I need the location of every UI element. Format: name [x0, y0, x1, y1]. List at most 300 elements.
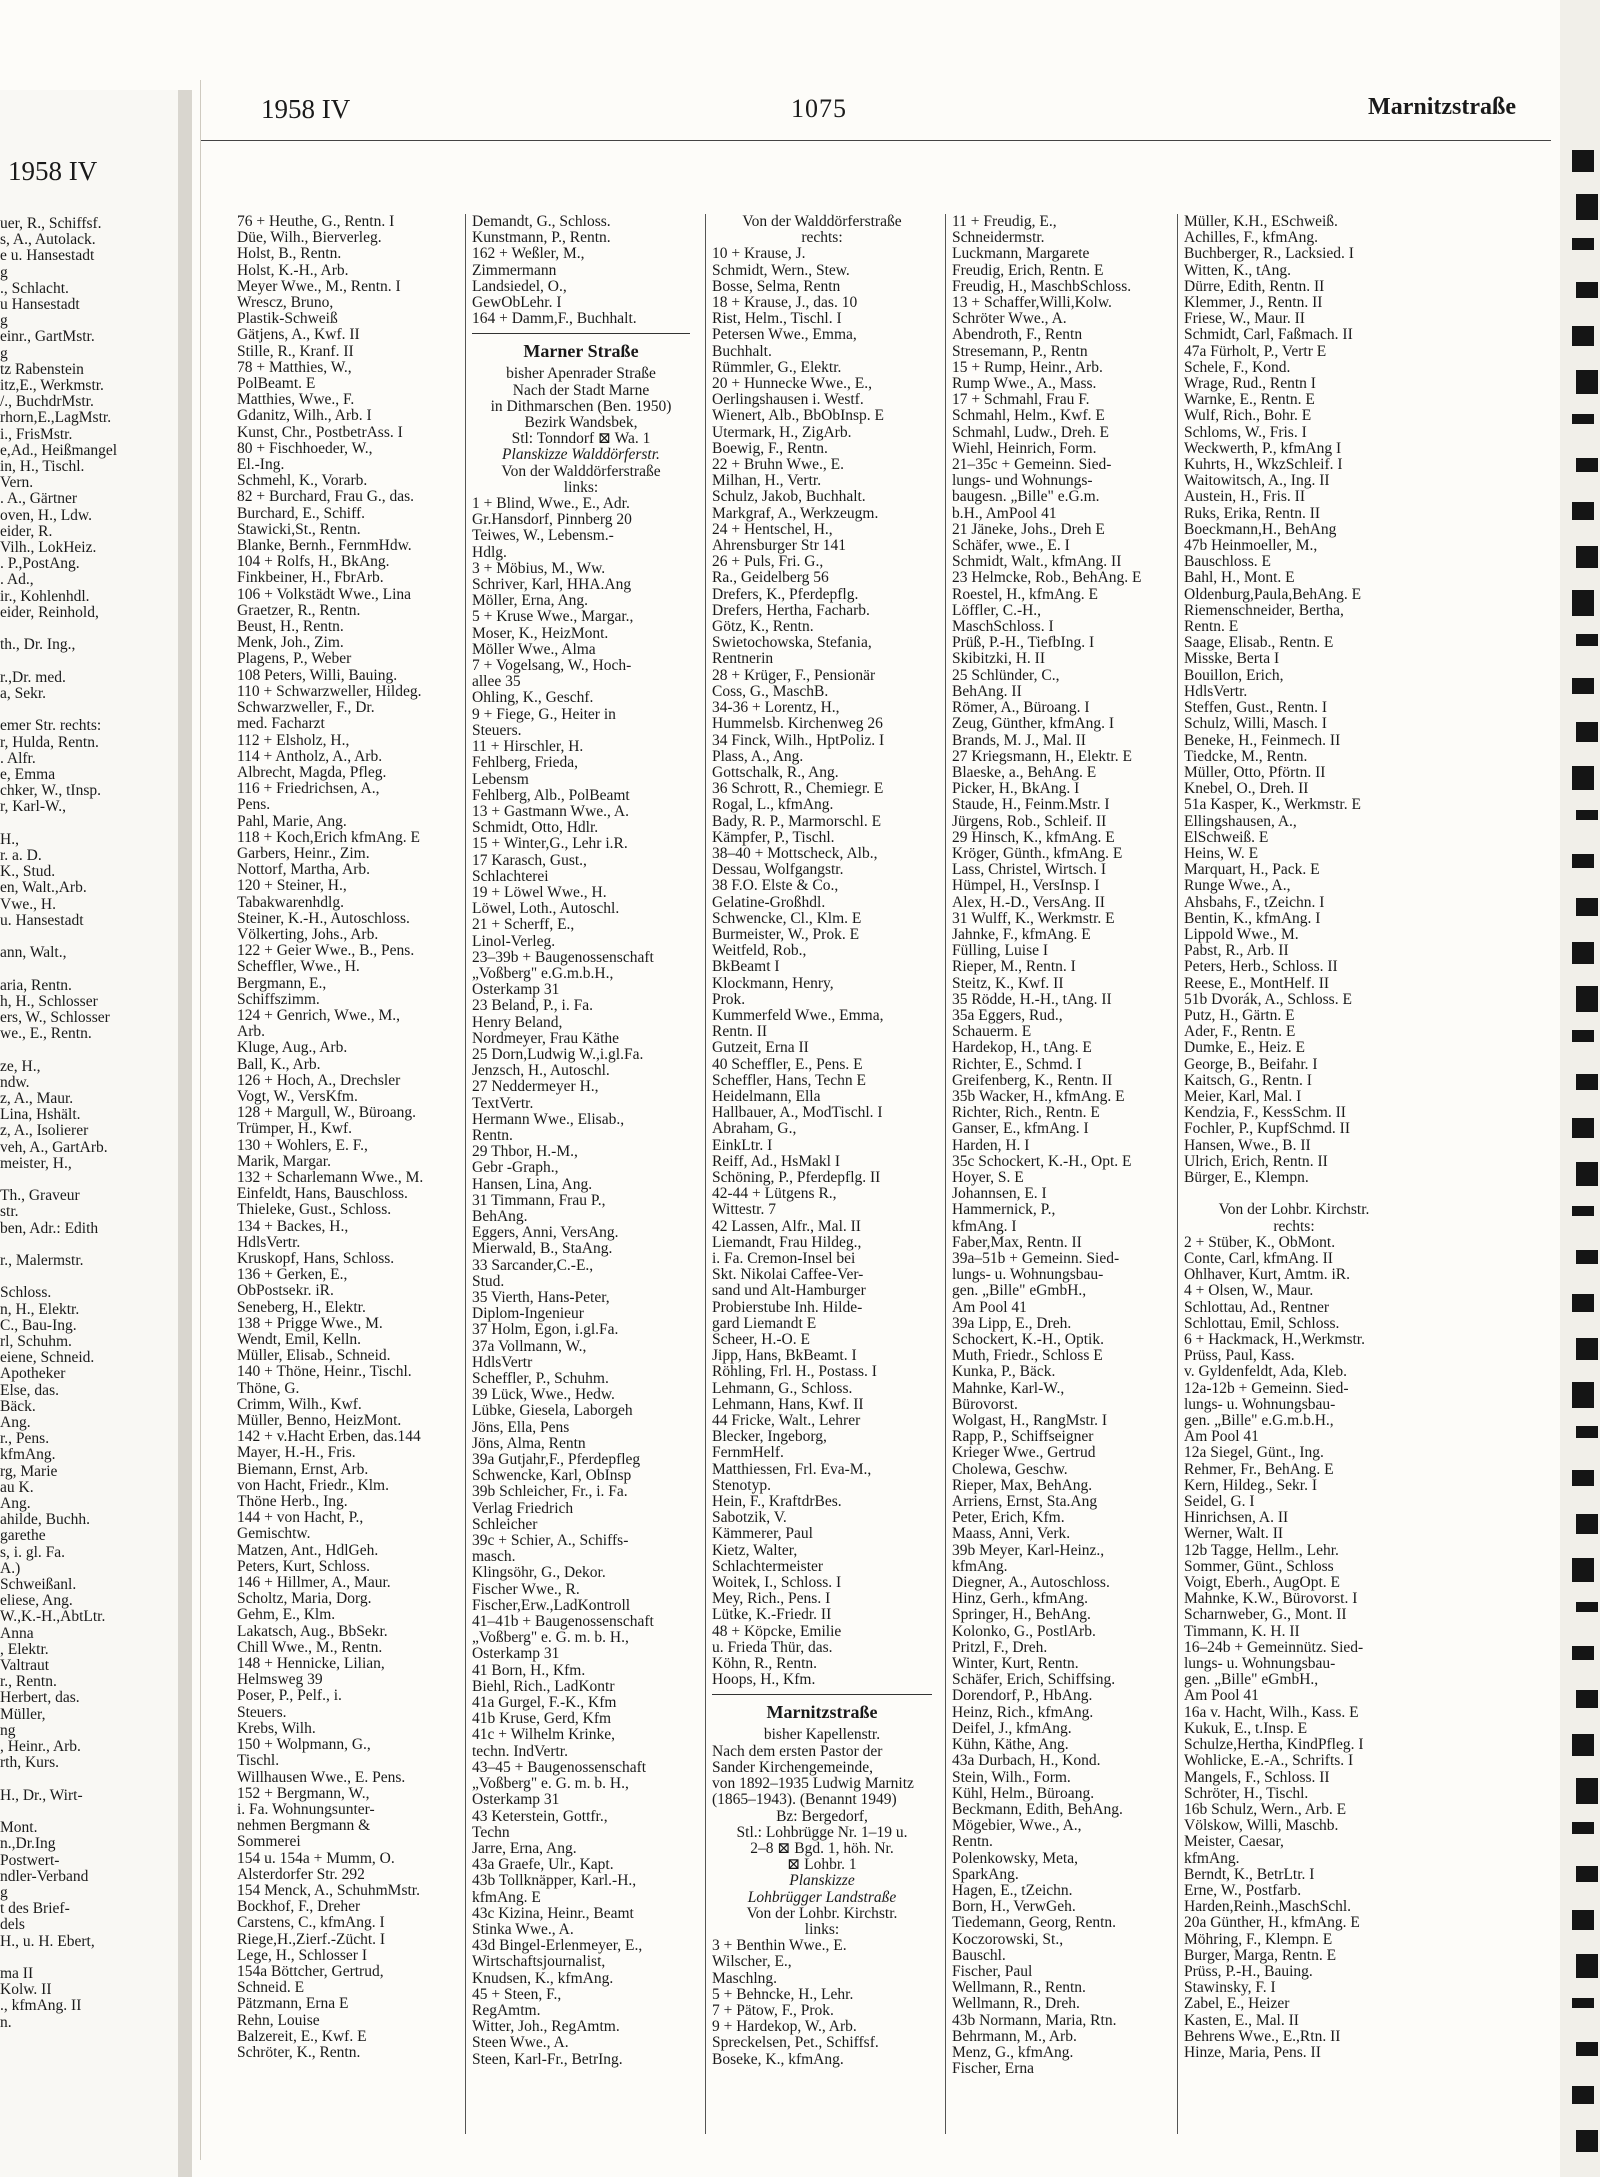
column-2	[465, 214, 690, 2134]
directory-entry: Krieger Wwe., Gertrud	[952, 1444, 1096, 1462]
directory-entry: Rentnerin	[712, 650, 774, 668]
directory-entry: Bürger, E., Klempn.	[1184, 1168, 1309, 1186]
directory-entry: Blaeske, a., BehAng. E	[952, 763, 1097, 781]
directory-entry: 41a Gurgel, F.-K., Kfm	[472, 1694, 617, 1712]
directory-entry: Wulf, Rich., Bohr. E	[1184, 407, 1312, 425]
directory-entry: 78 + Matthies, W.,	[237, 358, 352, 376]
directory-entry: Skibitzki, H. II	[952, 650, 1045, 668]
directory-entry: Alex, H.-D., VersAng. II	[952, 893, 1105, 911]
scan-mark	[1576, 1866, 1598, 1882]
directory-entry: Fülling, Luise I	[952, 942, 1049, 960]
directory-entry: Faber,Max, Rentn. II	[952, 1233, 1082, 1251]
directory-entry: 130 + Wohlers, E. F.,	[237, 1136, 368, 1154]
directory-entry: 19 + Löwel Wwe., H.	[472, 883, 607, 901]
directory-entry: Mierwald, B., StaAng.	[472, 1240, 613, 1258]
street-note: Von der Walddörferstraße	[742, 214, 902, 230]
directory-entry: g	[0, 263, 8, 281]
directory-entry: Hein, F., KraftdrBes.	[712, 1493, 842, 1511]
directory-entry: Else, das.	[0, 1381, 59, 1399]
directory-entry: 39 Lück, Wwe., Hedw.	[472, 1386, 615, 1404]
directory-entry: Tabakwarenhdlg.	[237, 893, 344, 911]
directory-entry: r., Pens.	[0, 1430, 50, 1448]
directory-entry: HdlsVertr	[472, 1353, 533, 1371]
directory-entry: Milhan, H., Vertr.	[712, 472, 822, 490]
directory-entry: Alsterdorfer Str. 292	[237, 1865, 365, 1883]
directory-entry: 35a Eggers, Rud.,	[952, 1006, 1063, 1024]
directory-entry: 35 Rödde, H.-H., tAng. II	[952, 990, 1112, 1008]
directory-entry: 23 Helmcke, Rob., BehAng. E	[952, 569, 1142, 587]
directory-entry: Timmann, K. H. II	[1184, 1622, 1300, 1640]
street-note: Planskizze Walddörferstr.	[502, 446, 660, 464]
directory-entry: Rehmer, Fr., BehAng. E	[1184, 1460, 1334, 1478]
directory-entry: Harden, H. I	[952, 1136, 1030, 1154]
directory-entry: Drefers, K., Pferdepflg.	[712, 585, 859, 603]
left-page-column	[0, 216, 175, 2136]
street-note: rechts:	[1273, 1217, 1315, 1235]
scan-mark	[1576, 898, 1598, 916]
directory-entry: Kühn, Käthe, Ang.	[952, 1736, 1069, 1754]
directory-entry: Steen, Karl-Fr., BetrIng.	[472, 2050, 623, 2068]
directory-entry: 11 + Freudig, E.,	[952, 214, 1057, 230]
directory-entry: 128 + Margull, W., Büroang.	[237, 1104, 416, 1122]
directory-entry: W.,K.-H.,AbtLtr.	[0, 1608, 106, 1626]
directory-entry: Matthiessen, Frl. Eva-M.,	[712, 1460, 872, 1478]
directory-entry: Rehn, Louise	[237, 2011, 320, 2029]
street-note: in Dithmarschen (Ben. 1950)	[490, 397, 672, 415]
directory-entry: Jürgens, Rob., Schleif. II	[952, 812, 1107, 830]
directory-entry: 162 + Weßler, M.,	[472, 245, 585, 263]
directory-entry: 31 Wulff, K., Werkmstr. E	[952, 909, 1115, 927]
directory-entry: 110 + Schwarzweller, Hildeg.	[237, 682, 422, 700]
directory-entry: baugesn. „Bille" e.G.m.	[952, 488, 1100, 506]
directory-entry: Beneke, H., Feinmech. II	[1184, 731, 1341, 749]
directory-entry: Klemmer, J., Rentn. II	[1184, 294, 1323, 312]
directory-entry: Wellmann, R., Dreh.	[952, 1995, 1080, 2013]
directory-entry: u Hansestadt	[0, 296, 80, 314]
directory-entry: Cholewa, Geschw.	[952, 1460, 1068, 1478]
directory-entry	[0, 1172, 175, 1188]
left-page-header: 1958 IV	[8, 156, 98, 186]
directory-entry: Rogal, L., kfmAng.	[712, 796, 834, 814]
directory-entry: Knudsen, K., kfmAng.	[472, 1969, 614, 1987]
directory-entry: ann, Walt.,	[0, 944, 67, 962]
directory-entry: 17 Karasch, Gust.,	[472, 851, 587, 869]
directory-entry: 106 + Volkstädt Wwe., Lina	[237, 585, 412, 603]
directory-entry: Waitowitsch, A., Ing. II	[1184, 472, 1330, 490]
directory-entry: Maass, Anni, Verk.	[952, 1525, 1071, 1543]
directory-entry: Liemandt, Frau Hildeg.,	[712, 1233, 862, 1251]
directory-entry: r. a. D.	[0, 846, 42, 864]
directory-entry: Arb.	[237, 1023, 265, 1041]
street-note: links:	[804, 1920, 840, 1938]
directory-entry: von 1892–1935 Ludwig Marnitz	[712, 1775, 914, 1793]
directory-entry: Ohling, K., Geschf.	[472, 689, 594, 707]
directory-entry: Scholtz, Maria, Dorg.	[237, 1590, 372, 1608]
directory-entry: Muth, Friedr., Schloss E	[952, 1347, 1103, 1365]
directory-entry: Werner, Walt. II	[1184, 1525, 1284, 1543]
directory-entry: Bady, R. P., Marmorschl. E	[712, 812, 882, 830]
directory-entry: EinkLtr. I	[712, 1136, 773, 1154]
directory-entry: Fischer Wwe., R.	[472, 1580, 580, 1598]
directory-entry: ma II	[0, 1964, 34, 1982]
directory-entry: Lippold Wwe., M.	[1184, 925, 1299, 943]
directory-entry: 15 + Winter,G., Lehr i.R.	[472, 835, 628, 853]
directory-entry: Saage, Elisab., Rentn. E	[1184, 634, 1334, 652]
directory-entry: Blanke, Bernh., FernmHdw.	[237, 537, 412, 555]
directory-entry: Nordmeyer, Frau Käthe	[472, 1029, 620, 1047]
scan-mark	[1576, 1250, 1598, 1264]
directory-entry: Rist, Helm., Tischl. I	[712, 310, 842, 328]
directory-entry: Prüss, P.-H., Bauing.	[1184, 1962, 1313, 1980]
directory-entry: Born, H., VerwGeh.	[952, 1898, 1076, 1916]
street-note: bisher Apenrader Straße	[506, 365, 656, 383]
scan-mark	[1576, 1514, 1598, 1534]
directory-entry: Müller, Elisab., Schneid.	[237, 1347, 391, 1365]
directory-entry: 104 + Rolfs, H., BkAng.	[237, 553, 390, 571]
directory-entry: Schlottau, Ad., Rentner	[1184, 1298, 1330, 1316]
directory-entry: Vilh., LokHeiz.	[0, 539, 97, 557]
directory-entry: med. Facharzt	[237, 715, 325, 733]
directory-entry: Moser, K., HeizMont.	[472, 624, 609, 642]
directory-entry: i., FrisMstr.	[0, 425, 73, 443]
directory-entry: Menk, Joh., Zim.	[237, 634, 344, 652]
directory-entry: Hansen, Wwe., B. II	[1184, 1136, 1311, 1154]
directory-entry: Bahl, H., Mont. E	[1184, 569, 1295, 587]
directory-entry: Wellmann, R., Rentn.	[952, 1979, 1086, 1997]
directory-entry: 35c Schockert, K.-H., Opt. E	[952, 1152, 1132, 1170]
directory-entry: 10 + Krause, J.	[712, 245, 806, 263]
directory-entry: Conte, Carl, kfmAng. II	[1184, 1250, 1333, 1267]
directory-entry: Witter, Joh., RegAmtm.	[472, 2018, 620, 2036]
directory-entry: Peters, Herb., Schloss. II	[1184, 958, 1338, 976]
directory-entry: 15 + Rump, Heinr., Arb.	[952, 358, 1103, 376]
directory-entry: Sander Kirchengemeinde,	[712, 1758, 873, 1776]
directory-entry: Gehm, E., Klm.	[237, 1606, 336, 1624]
scan-mark	[1572, 502, 1594, 520]
directory-entry	[0, 1269, 175, 1285]
directory-entry: A.)	[0, 1559, 21, 1577]
directory-entry: Schulz, Jakob, Buchhalt.	[712, 488, 866, 506]
directory-entry: Bauschl.	[952, 1946, 1006, 1964]
directory-entry: Ellingshausen, A.,	[1184, 812, 1297, 830]
directory-entry: Misske, Berta I	[1184, 650, 1280, 668]
directory-entry: 27 Neddermeyer H.,	[472, 1078, 599, 1096]
directory-entry: FernmHelf.	[712, 1444, 784, 1462]
directory-entry: Schele, F., Kond.	[1184, 358, 1291, 376]
directory-entry: 25 Dorn,Ludwig W.,i.gl.Fa.	[472, 1045, 644, 1063]
directory-entry: Hammernick, P.,	[952, 1201, 1056, 1219]
directory-entry	[0, 1772, 175, 1788]
directory-entry: b.H., AmPool 41	[952, 504, 1057, 522]
directory-entry: Pritzl, F., Dreh.	[952, 1638, 1048, 1656]
directory-entry: ze, H.,	[0, 1057, 41, 1075]
directory-entry: Schlachtermeister	[712, 1557, 824, 1575]
directory-entry: Markgraf, A., Werkzeugm.	[712, 504, 879, 522]
directory-entry: Meister, Caesar,	[1184, 1833, 1284, 1851]
directory-entry: n.	[0, 2013, 12, 2031]
directory-entry: Schmidt, Wern., Stew.	[712, 261, 850, 279]
directory-entry: Schlottau, Emil, Schloss.	[1184, 1314, 1340, 1332]
scan-mark	[1576, 1778, 1598, 1804]
directory-entry: 150 + Wolpmann, G.,	[237, 1736, 371, 1754]
directory-entry: nehmen Bergmann &	[237, 1817, 371, 1835]
directory-entry: 21 + Scherff, E.,	[472, 916, 575, 934]
directory-entry: Hoops, H., Kfm.	[712, 1671, 816, 1689]
directory-entry: 39b Meyer, Karl-Heinz.,	[952, 1541, 1105, 1559]
directory-entry: Pabst, R., Arb. II	[1184, 942, 1289, 960]
directory-entry: PolBeamt. E	[237, 375, 316, 393]
directory-entry: Rump Wwe., A., Mass.	[952, 375, 1097, 393]
directory-entry: Rümmler, G., Elektr.	[712, 358, 842, 376]
directory-entry: Stawinsky, F. I	[1184, 1979, 1276, 1997]
directory-entry: Gdanitz, Wilh., Arb. I	[237, 407, 372, 425]
directory-entry: Maschlng.	[712, 1969, 778, 1987]
directory-entry: Riege,H.,Zierf.-Zücht. I	[237, 1930, 386, 1948]
directory-entry: allee 35	[472, 673, 521, 691]
directory-entry: 39a Gutjahr,F., Pferdepfleg	[472, 1451, 641, 1469]
directory-entry: Schweißanl.	[0, 1576, 77, 1594]
directory-entry: r., Malermstr.	[0, 1252, 84, 1269]
directory-entry: Herbert, das.	[0, 1689, 80, 1707]
directory-entry: H., Dr., Wirt-	[0, 1786, 83, 1804]
scan-mark	[1572, 1822, 1594, 1834]
directory-entry: Plass, A., Ang.	[712, 747, 804, 765]
street-note: ⊠ Lohbr. 1	[787, 1856, 857, 1874]
directory-entry: Lebensm	[472, 770, 529, 788]
directory-entry: ., Schlacht.	[0, 279, 69, 297]
directory-entry: Lehmann, Hans, Kwf. II	[712, 1395, 864, 1413]
directory-entry: Ball, K., Arb.	[237, 1055, 321, 1073]
directory-entry: Stresemann, P., Rentn	[952, 342, 1088, 360]
directory-entry: Coss, G., MaschB.	[712, 682, 829, 700]
directory-entry: Buchberger, R., Lacksied. I	[1184, 245, 1354, 263]
column-5	[1177, 214, 1404, 2134]
directory-entry: Jahnke, F., kfmAng. E	[952, 925, 1091, 943]
directory-entry: H.,	[0, 830, 19, 848]
directory-entry: i. Fa. Cremon-Insel bei	[712, 1250, 856, 1267]
directory-entry: Mangels, F., Schloss. II	[1184, 1768, 1330, 1786]
directory-entry: 43d Bingel-Erlenmeyer, E.,	[472, 1937, 643, 1955]
directory-entry: Lass, Christel, Wirtsch. I	[952, 861, 1107, 879]
directory-entry: 38 F.O. Elste & Co.,	[712, 877, 839, 895]
directory-entry: Schmahl, Ludw., Dreh. E	[952, 423, 1109, 441]
directory-entry: Runge Wwe., A.,	[1184, 877, 1291, 895]
directory-entry: r, Hulda, Rentn.	[0, 733, 99, 751]
directory-entry: Bouillon, Erich,	[1184, 666, 1284, 684]
scan-mark	[1576, 2042, 1598, 2056]
directory-entry: , Heinr., Arb.	[0, 1738, 81, 1756]
directory-entry: 2 + Stüber, K., ObMont.	[1184, 1233, 1336, 1251]
street-note: Von der Lohbr. Kirchstr.	[746, 1904, 898, 1922]
directory-entry: Völskow, Willi, Maschb.	[1184, 1817, 1339, 1835]
directory-entry: Köhn, R., Rentn.	[712, 1655, 818, 1673]
directory-entry: Luckmann, Margarete	[952, 245, 1090, 263]
directory-entry: 17 + Schmahl, Frau F.	[952, 391, 1090, 409]
directory-entry: Schulze,Hertha, KindPfleg. I	[1184, 1736, 1364, 1754]
directory-entry: emer Str. rechts:	[0, 717, 102, 735]
directory-entry: Meyer Wwe., M., Rentn. I	[237, 277, 401, 295]
directory-entry: 124 + Genrich, Wwe., M.,	[237, 1006, 400, 1024]
directory-entry: Sommer, Günt., Schloss	[1184, 1557, 1334, 1575]
directory-entry: Schwarzweller, F., Dr.	[237, 699, 375, 717]
directory-entry: Deifel, J., kfmAng.	[952, 1719, 1072, 1737]
directory-entry: Boewig, F., Rentn.	[712, 439, 828, 457]
directory-entry: 134 + Backes, H.,	[237, 1217, 349, 1235]
directory-entry: Götz, K., Rentn.	[712, 618, 814, 636]
directory-entry: Am Pool 41	[1184, 1687, 1259, 1705]
directory-entry: Utermark, H., ZigArb.	[712, 423, 852, 441]
directory-entry: Hermann Wwe., Elisab.,	[472, 1110, 625, 1128]
directory-entry: Th., Graveur	[0, 1187, 80, 1205]
directory-entry: 47a Fürholt, P., Vertr E	[1184, 342, 1327, 360]
directory-entry: Kern, Hildeg., Sekr. I	[1184, 1476, 1318, 1494]
directory-entry: Wirtschaftsjournalist,	[472, 1953, 606, 1971]
directory-entry: 41b Kruse, Gerd, Kfm	[472, 1710, 612, 1728]
directory-entry: Rentn. II	[712, 1023, 768, 1041]
directory-entry: Jipp, Hans, BkBeamt. I	[712, 1347, 857, 1365]
scan-mark	[1572, 238, 1594, 250]
street-note: Nach der Stadt Marne	[512, 381, 650, 399]
directory-entry: 21–35c + Gemeinn. Sied-	[952, 456, 1112, 474]
directory-entry: Mögebier, Wwe., A.,	[952, 1817, 1082, 1835]
directory-entry	[0, 702, 175, 718]
directory-entry: Klockmann, Henry,	[712, 974, 834, 992]
directory-entry: aria, Rentn.	[0, 976, 72, 994]
directory-entry: Heins, W. E	[1184, 844, 1259, 862]
directory-entry: Lina, Hshält.	[0, 1106, 81, 1124]
directory-entry: von Hacht, Friedr., Klm.	[237, 1476, 389, 1494]
directory-entry: Hummelsb. Kirchenweg 26	[712, 715, 883, 733]
column-1	[237, 214, 455, 2134]
street-note: Stl.: Lohbrügge Nr. 1–19 u.	[736, 1823, 908, 1841]
directory-entry: Bäck.	[0, 1397, 36, 1415]
directory-entry: Schmidt, Carl, Faßmach. II	[1184, 326, 1353, 344]
directory-entry: Stenotyp.	[712, 1476, 771, 1494]
directory-entry: „Voßberg" e.G.m.b.H.,	[472, 964, 614, 982]
directory-entry: ahilde, Buchh.	[0, 1511, 90, 1529]
directory-entry: Kämmerer, Paul	[712, 1525, 813, 1543]
directory-entry: u. Frieda Thür, das.	[712, 1638, 833, 1656]
directory-entry: rg, Marie	[0, 1462, 58, 1480]
directory-entry: masch.	[472, 1548, 516, 1566]
directory-entry: 6 + Hackmack, H.,Werkmstr.	[1184, 1331, 1365, 1349]
directory-entry: Scheer, H.-O. E	[712, 1331, 810, 1349]
directory-entry: r.,Dr. med.	[0, 668, 66, 686]
scan-mark	[1572, 1206, 1594, 1216]
directory-entry: Lübke, Giesela, Laborgeh	[472, 1402, 633, 1420]
directory-entry: 41 Born, H., Kfm.	[472, 1661, 586, 1679]
scan-mark	[1576, 810, 1598, 820]
directory-entry: r., Rentn.	[0, 1673, 57, 1691]
directory-entry: 122 + Geier Wwe., B., Pens.	[237, 942, 415, 960]
directory-entry: ndler-Verband	[0, 1867, 89, 1885]
directory-entry: Hinze, Maria, Pens. II	[1184, 2043, 1321, 2061]
directory-entry: Apotheker	[0, 1365, 66, 1383]
directory-entry: Fehlberg, Frieda,	[472, 754, 579, 772]
directory-entry: dels	[0, 1916, 25, 1934]
directory-entry: Thöne Herb., Ing.	[237, 1493, 348, 1511]
directory-entry: 9 + Fiege, G., Heiter in	[472, 705, 616, 723]
directory-entry: 144 + von Hacht, P.,	[237, 1509, 364, 1527]
directory-entry: we., E., Rentn.	[0, 1025, 92, 1043]
directory-entry: Helmsweg 39	[237, 1671, 323, 1689]
directory-entry: Kühl, Helm., Büroang.	[952, 1784, 1095, 1802]
directory-entry: Kendzia, F., KessSchm. II	[1184, 1104, 1346, 1122]
page-header	[201, 80, 1551, 141]
directory-entry: Mey, Rich., Pens. I	[712, 1590, 831, 1608]
directory-entry	[0, 961, 175, 977]
directory-entry: Einfeldt, Hans, Bauschloss.	[237, 1185, 408, 1203]
directory-entry: 37a Vollmann, W.,	[472, 1337, 587, 1355]
directory-entry: 43b Normann, Maria, Rtn.	[952, 2011, 1117, 2029]
directory-entry: Jarre, Erna, Ang.	[472, 1839, 577, 1857]
directory-entry: ., kfmAng. II	[0, 1997, 82, 2015]
directory-entry: 28 + Krüger, F., Pensionär	[712, 666, 876, 684]
directory-entry: C., Bau-Ing.	[0, 1316, 77, 1334]
directory-entry: Harden,Reinh.,MaschSchl.	[1184, 1898, 1352, 1916]
directory-entry: Steen Wwe., A.	[472, 2034, 569, 2052]
directory-entry: Pätzmann, Erna E	[237, 1995, 349, 2013]
directory-entry: 43 Keterstein, Gottfr.,	[472, 1807, 608, 1825]
directory-entry: Peters, Kurt, Schloss.	[237, 1557, 371, 1575]
directory-entry: Gelatine-Großhdl.	[712, 893, 826, 911]
directory-entry: Steffen, Gust., Rentn. I	[1184, 699, 1328, 717]
directory-entry	[0, 816, 175, 832]
directory-entry: z, A., Isolierer	[0, 1122, 89, 1140]
directory-entry: eliese, Ang.	[0, 1592, 73, 1610]
directory-entry: Graetzer, R., Rentn.	[237, 601, 361, 619]
directory-entry: Kasten, E., Mal. II	[1184, 2011, 1299, 2029]
directory-entry: Holst, K.-H., Arb.	[237, 261, 349, 279]
directory-entry: 31 Timmann, Frau P.,	[472, 1191, 606, 1209]
directory-entry: Schröter, H., Tischl.	[1184, 1784, 1309, 1802]
directory-entry: Weitfeld, Rob.,	[712, 942, 807, 960]
directory-entry: Boeckmann,H., BehAng	[1184, 520, 1337, 538]
directory-entry: Jöns, Ella, Pens	[472, 1418, 570, 1436]
scan-mark	[1576, 282, 1598, 298]
directory-entry: 12a-12b + Gemeinn. Sied-	[1184, 1379, 1349, 1397]
adjacent-left-page	[0, 90, 192, 2177]
scan-mark	[1572, 1470, 1594, 1486]
directory-entry: Ahsbahs, F., tZeichn. I	[1184, 893, 1325, 911]
directory-entry: kfmAng.	[1184, 1849, 1240, 1867]
directory-entry: Kolonko, G., PostlArb.	[952, 1622, 1096, 1640]
street-note: 2–8 ⊠ Bgd. 1, höh. Nr.	[750, 1839, 894, 1857]
scan-mark	[1576, 370, 1598, 394]
directory-entry: Ang.	[0, 1414, 31, 1432]
directory-entry: Kämpfer, P., Tischl.	[712, 828, 835, 846]
directory-entry: Abendroth, F., Rentn	[952, 326, 1083, 344]
directory-entry: itz,E., Werkmstr.	[0, 377, 104, 395]
directory-entry: Wittestr. 7	[712, 1201, 776, 1219]
directory-entry: Hagen, E., tZeichn.	[952, 1881, 1073, 1899]
directory-entry: 138 + Prigge Wwe., M.	[237, 1314, 383, 1332]
directory-entry: 47b Heinmoeller, M.,	[1184, 537, 1318, 555]
directory-entry: Wilscher, E.,	[712, 1953, 792, 1971]
scan-mark	[1576, 1690, 1598, 1708]
directory-entry: 29 Thbor, H.-M.,	[472, 1143, 578, 1161]
directory-entry: 35b Wacker, H., kfmAng. E	[952, 1087, 1125, 1105]
directory-entry: Am Pool 41	[952, 1298, 1027, 1316]
directory-entry: veh, A., GartArb.	[0, 1138, 108, 1156]
directory-entry: Schulz, Willi, Masch. I	[1184, 715, 1327, 733]
directory-page	[200, 80, 1551, 2160]
directory-entry: Freudig, Erich, Rentn. E	[952, 261, 1104, 279]
scan-mark	[1576, 1602, 1598, 1612]
directory-entry: 82 + Burchard, Frau G., das.	[237, 488, 415, 506]
directory-entry: h, H., Schlosser	[0, 992, 98, 1010]
directory-entry: , Elektr.	[0, 1640, 49, 1658]
